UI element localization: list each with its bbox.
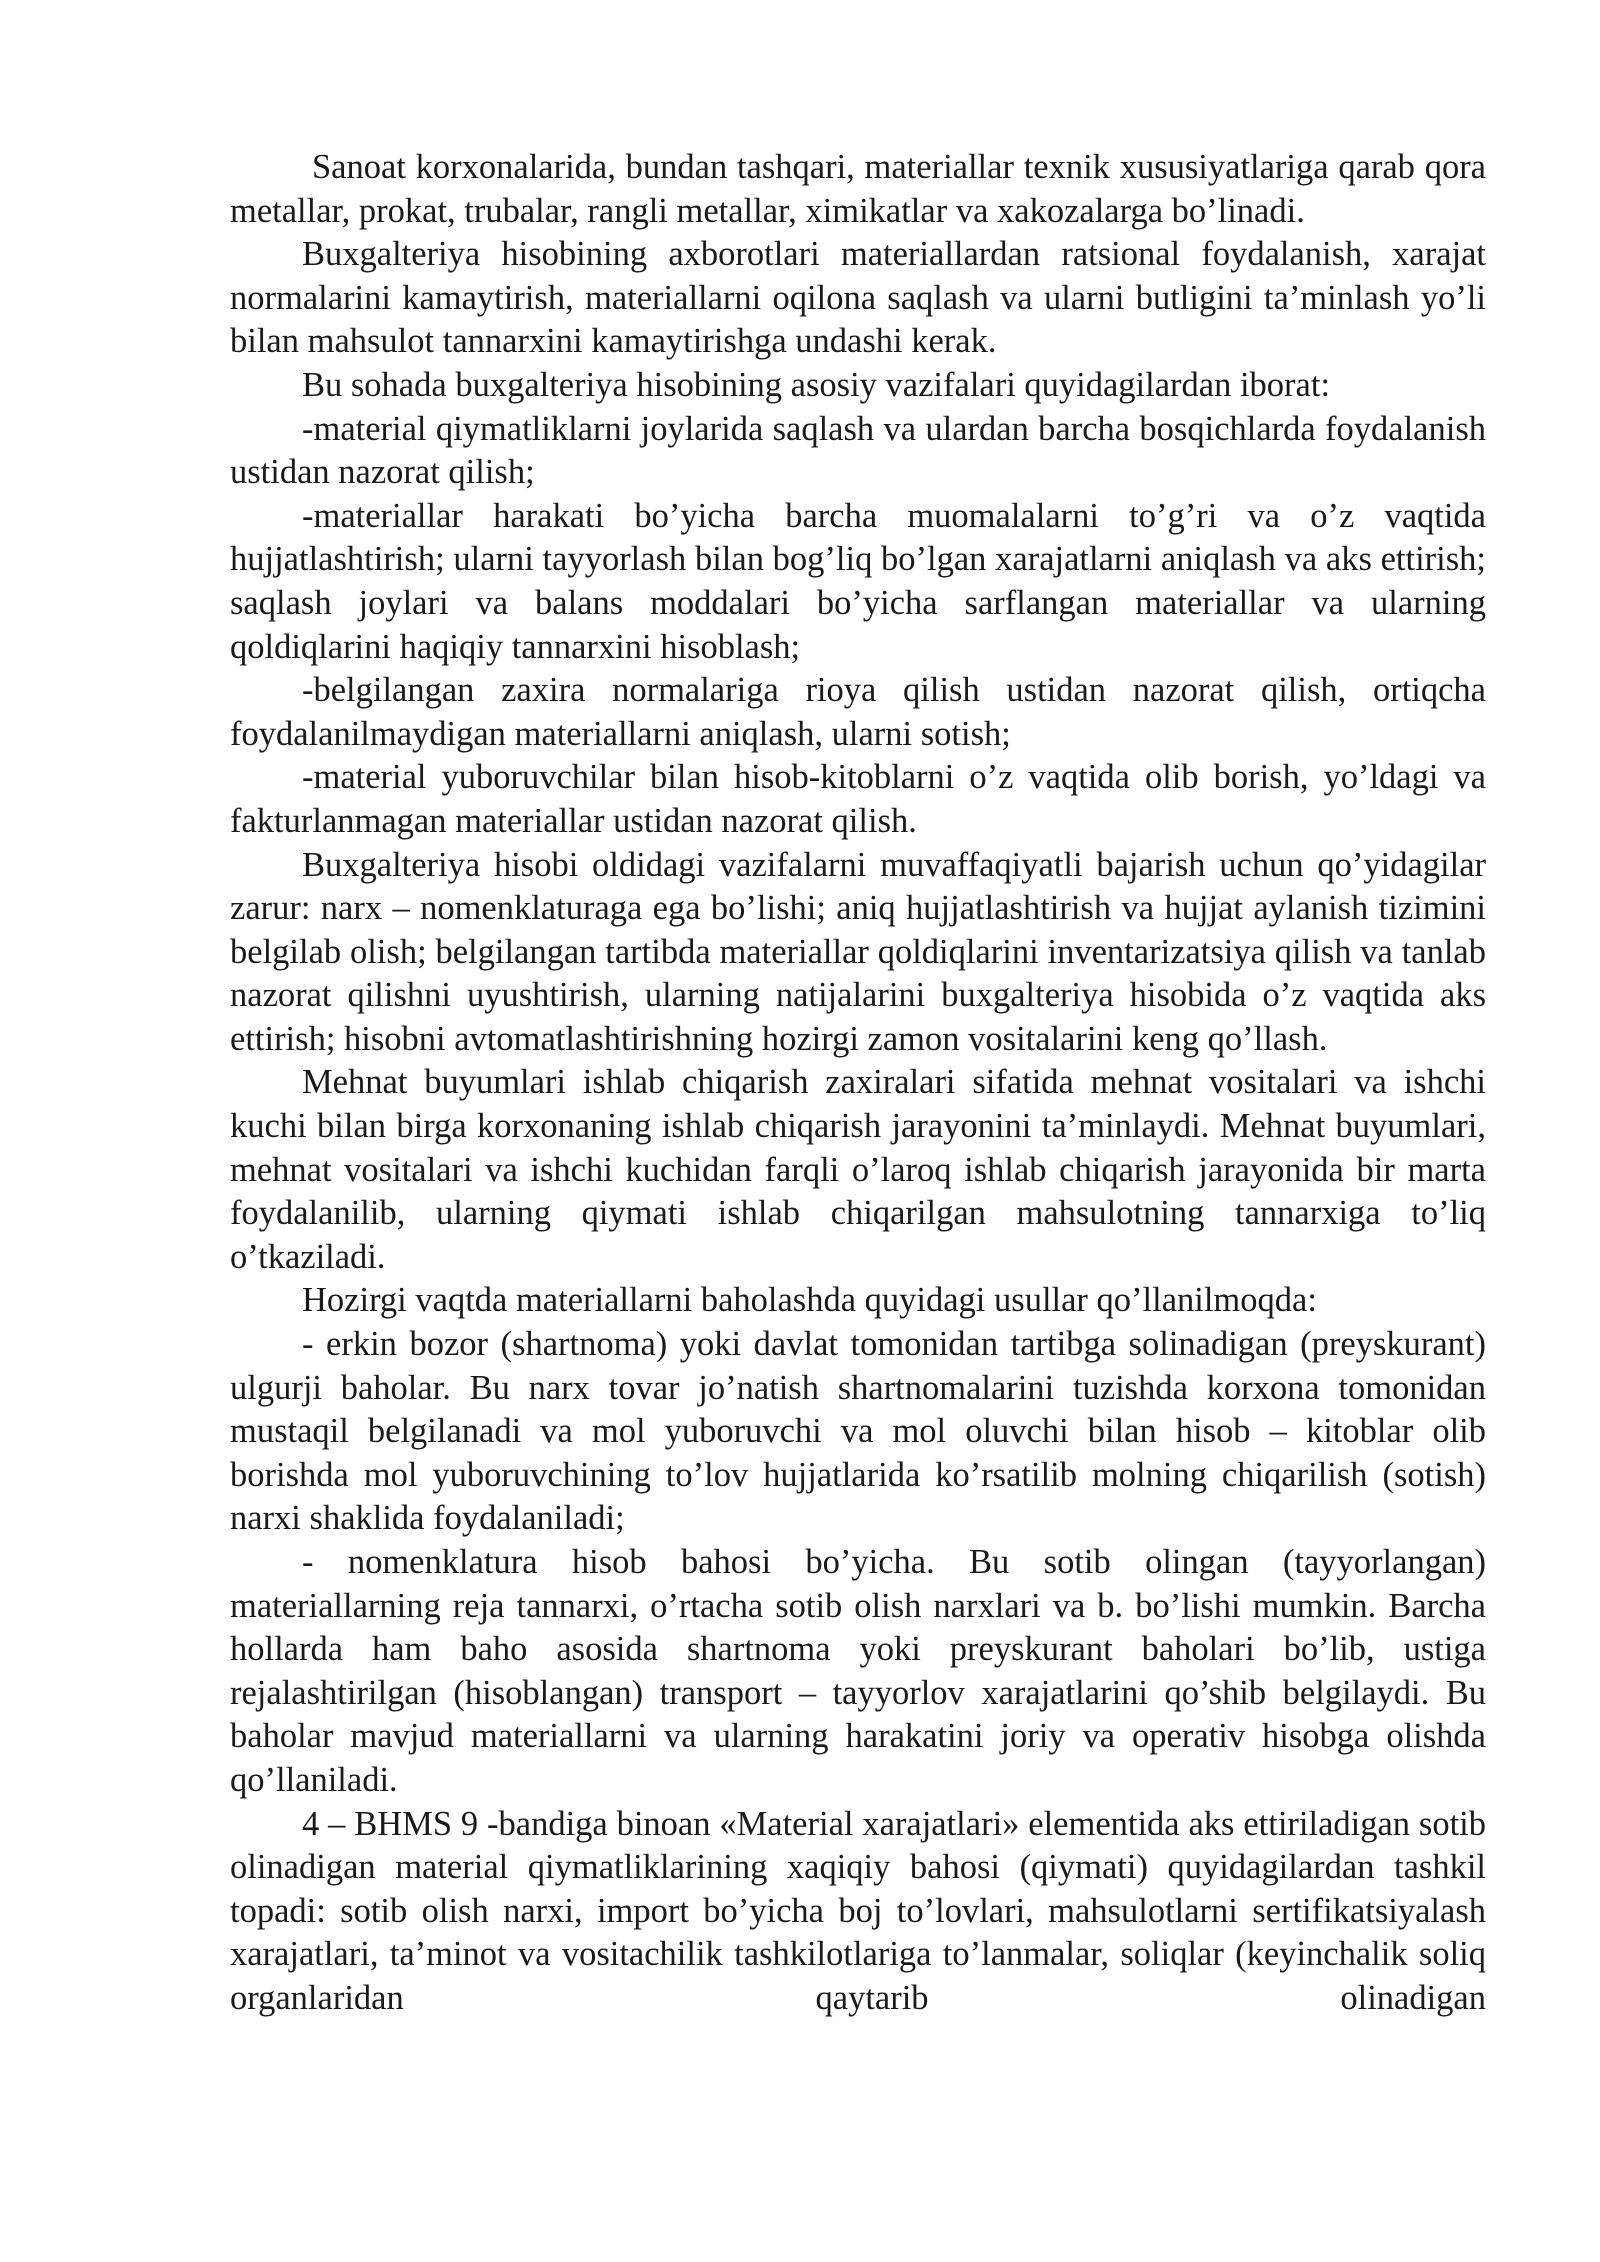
paragraph-task-supplier-settlements: -material yuboruvchilar bilan hisob-kitoblarni o’z vaqtida olib borish, yo’ldagi va fakturlanmagan materiallar ustidan nazorat qilish.: [230, 758, 1486, 840]
document-page: [230, 146, 1486, 2021]
paragraph-valuation-methods-intro: Hozirgi vaqtda materiallarni baholashda quyidagi usullar qo’llanilmoqda:: [302, 1281, 1317, 1320]
paragraph-task-storage-control: -material qiymatliklarni joylarida saqlash va ulardan barcha bosqichlarda foydalanish ustidan nazorat qilish;: [230, 409, 1486, 492]
paragraph-labor-objects: Mehnat buyumlari ishlab chiqarish zaxiralari sifatida mehnat vositalari va ishchi kuchi bilan birga korxonaning ishlab chiqarish jarayonini ta’minlaydi. Mehnat buyumlari, mehnat vositalari va ishchi kuchidan farqli o’laroq ishlab chiqarish jarayonida bir marta foydalanilib, ularning qiymati ishlab chiqarilgan mahsulotning tannarxiga to’liq o’tkaziladi.: [230, 1063, 1486, 1276]
paragraph-accounting-information: Buxgalteriya hisobining axborotlari materiallardan ratsional foydalanish, xarajat normalarini kamaytirish, materiallarni oqilona saqlash va ularni butligini ta’minlash yo’li bilan mahsulot tannarxini kamaytirishga undashi kerak.: [230, 235, 1486, 361]
paragraph-bhms-9: 4 – BHMS 9 -bandiga binoan «Material xarajatlari» elementida aks ettiriladigan sotib olinadigan material qiymatliklarining xaqiqiy bahosi (qiymati) quyidagilardan tashkil topadi: sotib olish narxi, import bo’yicha boj to’lovlari, mahsulotlarni sertifikatsiyalash xarajatlari, ta’minot va vositachilik tashkilotlariga to’lanmalar, soliqlar (keyinchalik soliq organlaridan qaytarib olinadigan: [230, 1804, 1486, 2017]
paragraph-material-classification: Sanoat korxonalarida, bundan tashqari, materiallar texnik xususiyatlariga qarab qora metallar, prokat, trubalar, rangli metallar, ximikatlar va xakozalarga bo’linadi.: [230, 148, 1486, 230]
paragraph-requirements: Buxgalteriya hisobi oldidagi vazifalarni muvaffaqiyatli bajarish uchun qo’yidagilar zarur: narx – nomenklaturaga ega bo’lishi; aniq hujjatlashtirish va hujjat aylanish tizimini belgilab olish; belgilangan tartibda materiallar qoldiqlarini inventarizatsiya qilish va tanlab nazorat qilishni uyushtirish, ularning natijalarini buxgalteriya hisobida o’z vaqtida aks ettirish; hisobni avtomatlashtirishning hozirgi zamon vositalarini keng qo’llash.: [230, 845, 1486, 1058]
paragraph-valuation-free-market: - erkin bozor (shartnoma) yoki davlat tomonidan tartibga solinadigan (preyskurant) ulgurji baholar. Bu narx tovar jo’natish shartnomalarini tuzishda korxona tomonidan mustaqil belgilanadi va mol yuboruvchi va mol oluvchi bilan hisob – kitoblar olib borishda mol yuboruvchining to’lov hujjatlarida ko’rsatilib molning chiqarilish (sotish) narxi shaklida foydalaniladi;: [230, 1325, 1486, 1538]
paragraph-task-documentation: -materiallar harakati bo’yicha barcha muomalalarni to’g’ri va o’z vaqtida hujjatlashtirish; ularni tayyorlash bilan bog’liq bo’lgan xarajatlarni aniqlash va aks ettirish; saqlash joylari va balans moddalari bo’yicha sarflangan materiallar va ularning qoldiqlarini haqiqiy tannarxini hisoblash;: [230, 496, 1486, 666]
paragraph-valuation-nomenclature: - nomenklatura hisob bahosi bo’yicha. Bu sotib olingan (tayyorlangan) materiallarning reja tannarxi, o’rtacha sotib olish narxlari va b. bo’lishi mumkin. Barcha hollarda ham baho asosida shartnoma yoki preyskurant baholari bo’lib, ustiga rejalashtirilgan (hisoblangan) transport – tayyorlov xarajatlarini qo’shib belgilaydi. Bu baholar mavjud materiallarni va ularning harakatini joriy va operativ hisobga olishda qo’llaniladi.: [230, 1543, 1486, 1799]
paragraph-main-tasks-intro: Bu sohada buxgalteriya hisobining asosiy vazifalari quyidagilardan iborat:: [302, 365, 1331, 404]
paragraph-task-reserve-norms: -belgilangan zaxira normalariga rioya qilish ustidan nazorat qilish, ortiqcha foydalanilmaydigan materiallarni aniqlash, ularni sotish;: [230, 671, 1486, 753]
